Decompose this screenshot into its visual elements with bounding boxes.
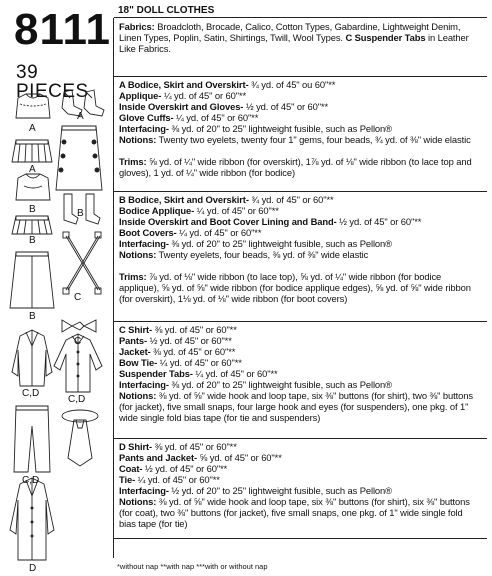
garment-sketches-drawing bbox=[0, 86, 112, 576]
section-rule bbox=[114, 321, 487, 322]
requirement-line bbox=[119, 346, 481, 357]
requirement-text: ½ yd. of 45" or 60"** bbox=[147, 335, 232, 346]
requirement-label: Suspender Tabs- bbox=[119, 368, 193, 379]
requirement-line bbox=[119, 101, 481, 112]
overskirt-a-sketch bbox=[56, 126, 102, 190]
overskirt-b-sketch bbox=[10, 252, 54, 308]
view-label: A bbox=[29, 123, 36, 134]
requirement-line bbox=[119, 379, 481, 390]
suspender-fabric-text: in Leather Like Fabrics. bbox=[119, 32, 469, 54]
requirement-line bbox=[119, 216, 481, 227]
bow-tie-c-sketch bbox=[62, 320, 96, 332]
requirement-line bbox=[119, 249, 481, 260]
requirement-line bbox=[119, 194, 481, 205]
fabrics-section bbox=[119, 21, 481, 54]
requirement-label: Tie- bbox=[119, 474, 136, 485]
requirement-text: ¼ yd. of 45" or 60"** bbox=[194, 205, 279, 216]
garment-sketches bbox=[0, 86, 112, 576]
view-label: C,D bbox=[22, 388, 40, 399]
requirement-text: ⅜ yd. of 20" to 25" lightweight fusible, such as Pellon® bbox=[168, 238, 392, 249]
requirement-line bbox=[119, 205, 481, 216]
requirement-text: ¾ yd. of 45" ou 60"** bbox=[248, 79, 336, 90]
requirement-text: ⅜ yd. of 45" or 60"** bbox=[150, 346, 236, 357]
view-label: C,D bbox=[22, 475, 40, 486]
bodice-a-sketch bbox=[16, 94, 50, 118]
coat-d-sketch bbox=[10, 475, 54, 560]
requirement-label: Notions: bbox=[119, 496, 157, 507]
jacket-sketch bbox=[12, 330, 52, 386]
requirement-label: B Bodice, Skirt and Overskirt- bbox=[119, 194, 249, 205]
requirement-text: ½ yd. of 45" or 60"** bbox=[142, 463, 228, 474]
requirement-text: ½ yd. of 45" or 60"** bbox=[336, 216, 422, 227]
requirement-line bbox=[119, 368, 481, 379]
requirement-text: ¼ yd. of 45" or 60"** bbox=[192, 368, 278, 379]
requirement-label: Interfacing- bbox=[119, 123, 169, 134]
requirement-line bbox=[119, 390, 481, 423]
requirement-label: A Bodice, Skirt and Overskirt- bbox=[119, 79, 249, 90]
requirement-label: Interfacing- bbox=[119, 238, 169, 249]
requirement-label: Boot Covers- bbox=[119, 227, 177, 238]
top-rule bbox=[114, 17, 487, 18]
nap-footnote: *without nap **with nap ***with or without nap bbox=[117, 562, 268, 571]
requirement-text: ¼ yd. of 45" or 60"** bbox=[135, 474, 220, 485]
view-label: C bbox=[74, 292, 82, 303]
requirement-label: Trims: bbox=[119, 156, 147, 167]
requirement-label: Notions: bbox=[119, 390, 157, 401]
view-label: A bbox=[77, 111, 84, 122]
requirement-line bbox=[119, 79, 481, 90]
view-label: A bbox=[29, 164, 36, 175]
requirement-text: ¼ yd. of 45" or 60"** bbox=[157, 357, 242, 368]
requirement-label: Interfacing- bbox=[119, 379, 169, 390]
suspenders-c-sketch bbox=[63, 232, 101, 294]
requirement-line bbox=[119, 156, 481, 178]
requirement-line bbox=[119, 271, 481, 304]
requirement-text: ½ yd. of 45" or 60"** bbox=[243, 101, 329, 112]
requirement-text: ⅜ yd. of 45" or 60"** bbox=[152, 324, 237, 335]
requirement-text: ⅜ yd. of 20" to 25" lightweight fusible, such as Pellon® bbox=[168, 123, 392, 134]
requirement-label: Inside Overskirt and Boot Cover Lining and Band- bbox=[119, 216, 337, 227]
requirement-label: Interfacing- bbox=[119, 485, 169, 496]
requirement-line bbox=[119, 441, 481, 452]
requirement-label: Pants- bbox=[119, 335, 148, 346]
requirement-line bbox=[119, 123, 481, 134]
requirement-label: Bodice Applique- bbox=[119, 205, 195, 216]
view-label: C bbox=[74, 336, 82, 347]
suspender-fabric-label: C Suspender Tabs bbox=[345, 32, 426, 43]
requirement-label: Notions: bbox=[119, 249, 157, 260]
section-c bbox=[119, 324, 481, 423]
tie-sketch bbox=[62, 410, 98, 466]
view-label: B bbox=[29, 311, 36, 322]
requirement-label: Glove Cuffs- bbox=[119, 112, 174, 123]
requirement-text: Twenty two eyelets, twenty four 1" gems, four beads, ¾ yd. of ⅜" wide elastic bbox=[156, 134, 471, 145]
requirement-text: ¼ yd. of 45" or 60"** bbox=[173, 112, 259, 123]
requirement-label: Pants and Jacket- bbox=[119, 452, 198, 463]
requirement-line bbox=[119, 357, 481, 368]
spacer bbox=[119, 145, 481, 156]
section-d bbox=[119, 441, 481, 529]
requirement-text: ¼ yd. of 45" or 60"** bbox=[176, 227, 262, 238]
requirement-label: Trims: bbox=[119, 271, 147, 282]
view-label: B bbox=[29, 204, 36, 215]
pattern-number: 8111 bbox=[14, 5, 112, 54]
requirement-line bbox=[119, 496, 481, 529]
requirement-text: ½ yd. of 20" to 25" lightweight fusible, such as Pellon® bbox=[168, 485, 392, 496]
requirement-label: Inside Overskirt and Gloves- bbox=[119, 101, 244, 112]
section-b bbox=[119, 194, 481, 304]
requirement-label: Jacket- bbox=[119, 346, 151, 357]
pants-sketch bbox=[14, 406, 50, 472]
requirement-label: Coat- bbox=[119, 463, 143, 474]
bottom-rule bbox=[114, 538, 487, 539]
requirement-line bbox=[119, 238, 481, 249]
piece-count: 39 PIECES bbox=[16, 62, 89, 102]
requirement-line bbox=[119, 90, 481, 101]
requirement-label: D Shirt- bbox=[119, 441, 153, 452]
requirement-line bbox=[119, 474, 481, 485]
requirement-line bbox=[119, 227, 481, 238]
section-rule bbox=[114, 76, 487, 77]
requirement-text: ⅞ yd. of ⅛" wide ribbon (to lace top), ⅝ yd. of ¼" wide ribbon (for bodice applique), ⅝ yd. of ⅝" wide ribbon (for bodice applique edges), ⅝ yd. of ⅝" wide ribbon (for overskirt), 1⅛ yd. of ⅛" wide ribbon (for boot covers) bbox=[119, 271, 471, 304]
fabrics-text: Broadcloth, Brocade, Calico, Cotton Types, Gabardine, Lightweight Denim, Linen Types, Poplin, Satin, Shirtings, Twill, Wool Types. bbox=[119, 21, 461, 43]
requirement-line bbox=[119, 112, 481, 123]
requirement-label: C Shirt- bbox=[119, 324, 153, 335]
requirement-line bbox=[119, 452, 481, 463]
requirement-text: ⅝ yd. of 45" or 60"** bbox=[197, 452, 282, 463]
section-rule bbox=[114, 438, 487, 439]
requirement-text: ¼ yd. of 45" or 60"** bbox=[161, 90, 247, 101]
requirement-label: Notions: bbox=[119, 134, 157, 145]
pattern-title: 18" DOLL CLOTHES bbox=[118, 5, 215, 16]
view-label: B bbox=[77, 208, 84, 219]
spacer bbox=[119, 260, 481, 271]
skirt-a-sketch bbox=[12, 140, 52, 162]
bodice-b-sketch bbox=[16, 174, 50, 200]
section-a bbox=[119, 79, 481, 178]
requirement-line bbox=[119, 324, 481, 335]
view-label: B bbox=[29, 235, 36, 246]
section-rule bbox=[114, 191, 487, 192]
requirement-line bbox=[119, 463, 481, 474]
fabric-requirements-panel bbox=[113, 5, 486, 558]
requirement-label: Applique- bbox=[119, 90, 162, 101]
left-column bbox=[0, 0, 112, 576]
requirement-text: ⅜ yd. of 45" or 60"** bbox=[152, 441, 237, 452]
requirement-text: Twenty eyelets, four beads, ⅜ yd. of ⅜" wide elastic bbox=[156, 249, 369, 260]
requirement-text: ⅜ yd. of ⅝" wide hook and loop tape, six ⅜" buttons (for shirt), six ⅜" buttons (for coat), two ⅜" buttons (for jacket), five small snaps, one pkg. of 1" wide single fold bias tape (for tie) bbox=[119, 496, 470, 529]
requirement-line bbox=[119, 134, 481, 145]
fabrics-label: Fabrics: bbox=[119, 21, 155, 32]
skirt-b-sketch bbox=[12, 216, 52, 234]
requirement-text: ¾ yd. of 45" or 60"** bbox=[248, 194, 334, 205]
requirement-text: ⅜ yd. of 20" to 25" lightweight fusible, such as Pellon® bbox=[168, 379, 392, 390]
view-label: C,D bbox=[68, 394, 86, 405]
requirement-text: ⅜ yd. of ⅝" wide hook and loop tape, six ⅜" buttons (for shirt), two ⅜" buttons (for jacket), five small snaps, four large hook and eyes (for suspenders), one pkg. of 1" wide single fold bias tape (for tie and suspenders) bbox=[119, 390, 473, 423]
requirement-line bbox=[119, 335, 481, 346]
view-label: D bbox=[29, 563, 37, 574]
requirement-text: ⅝ yd. of ¼" wide ribbon (for overskirt), 1⅞ yd. of ⅛" wide ribbon (to lace top and gloves), 1 yd. of ¼" wide ribbon (for bodice) bbox=[119, 156, 472, 178]
requirement-label: Bow Tie- bbox=[119, 357, 158, 368]
requirement-line bbox=[119, 485, 481, 496]
